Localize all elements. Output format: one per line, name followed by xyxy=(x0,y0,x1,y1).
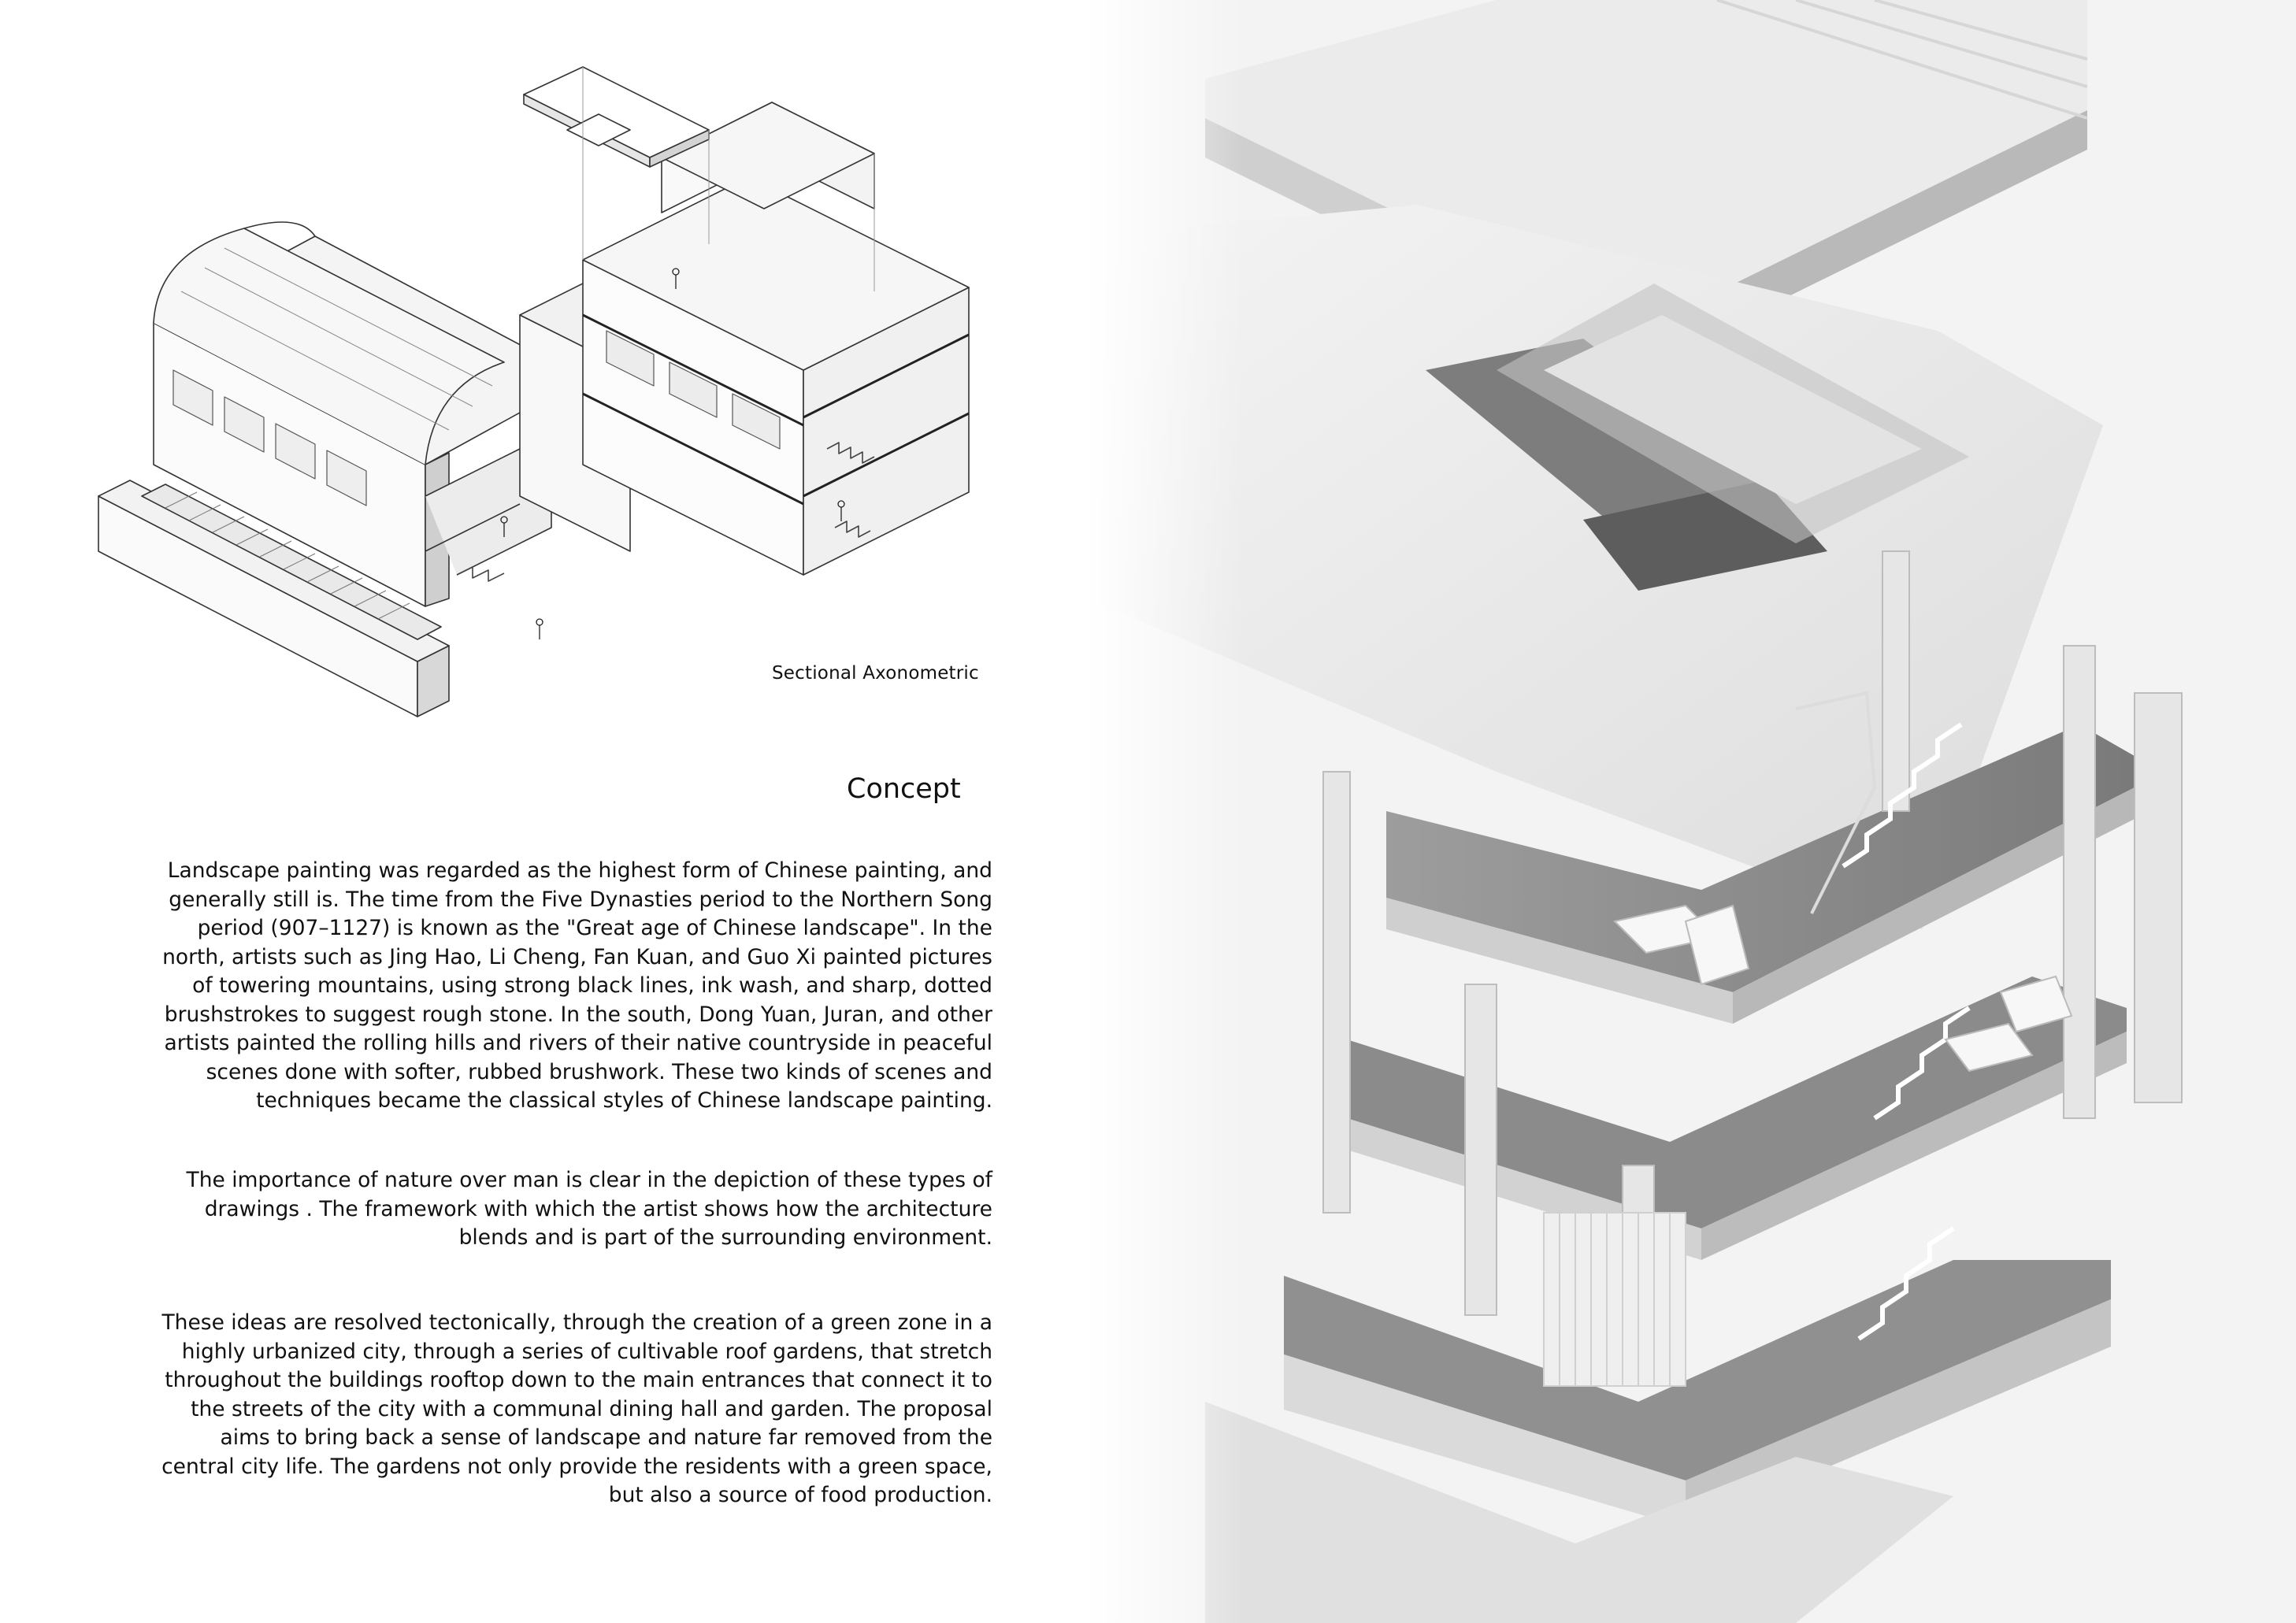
concept-paragraph-3: These ideas are resolved tectonically, through the creation of a green zone in a highly urbanized city, through a series of cultivable roof gardens, that stretch throughout the buildings rooftop down to the main entrances that connect it to the streets of the city with a communal dining hall and garden. The proposal aims to bring back a sense of landscape and nature far removed from the central city life. The gardens not only provide the residents with a green space, but also a source of food production. xyxy=(161,1310,992,1507)
sectional-axonometric-drawing xyxy=(79,55,1024,732)
concept-paragraph-2: The importance of nature over man is clear in the depiction of these types of drawings . The framework with which the artist shows how the architecture blends and is part of the surrounding environment. xyxy=(186,1168,992,1250)
concept-title: Concept xyxy=(847,773,961,805)
concept-paragraph-1: Landscape painting was regarded as the highest form of Chinese painting, and generally still is. The time from the Five Dynasties period to the Northern Song period (907–1127) is known as the "Great age of Chinese landscape". In the north, artists such as Jing Hao, Li Cheng, Fan Kuan, and Guo Xi painted pictures of towering mountains, using strong black lines, ink wash, and sharp, dotted brushstrokes to suggest rough stone. In the south, Dong Yuan, Juran, and other artists painted the rolling hills and rivers of their native countryside in peaceful scenes done with softer, rubbed brushwork. These two kinds of scenes and techniques became the classical styles of Chinese landscape painting. xyxy=(162,858,992,1113)
sectional-render-image xyxy=(1087,0,2296,1623)
drawing-caption: Sectional Axonometric xyxy=(772,663,979,684)
